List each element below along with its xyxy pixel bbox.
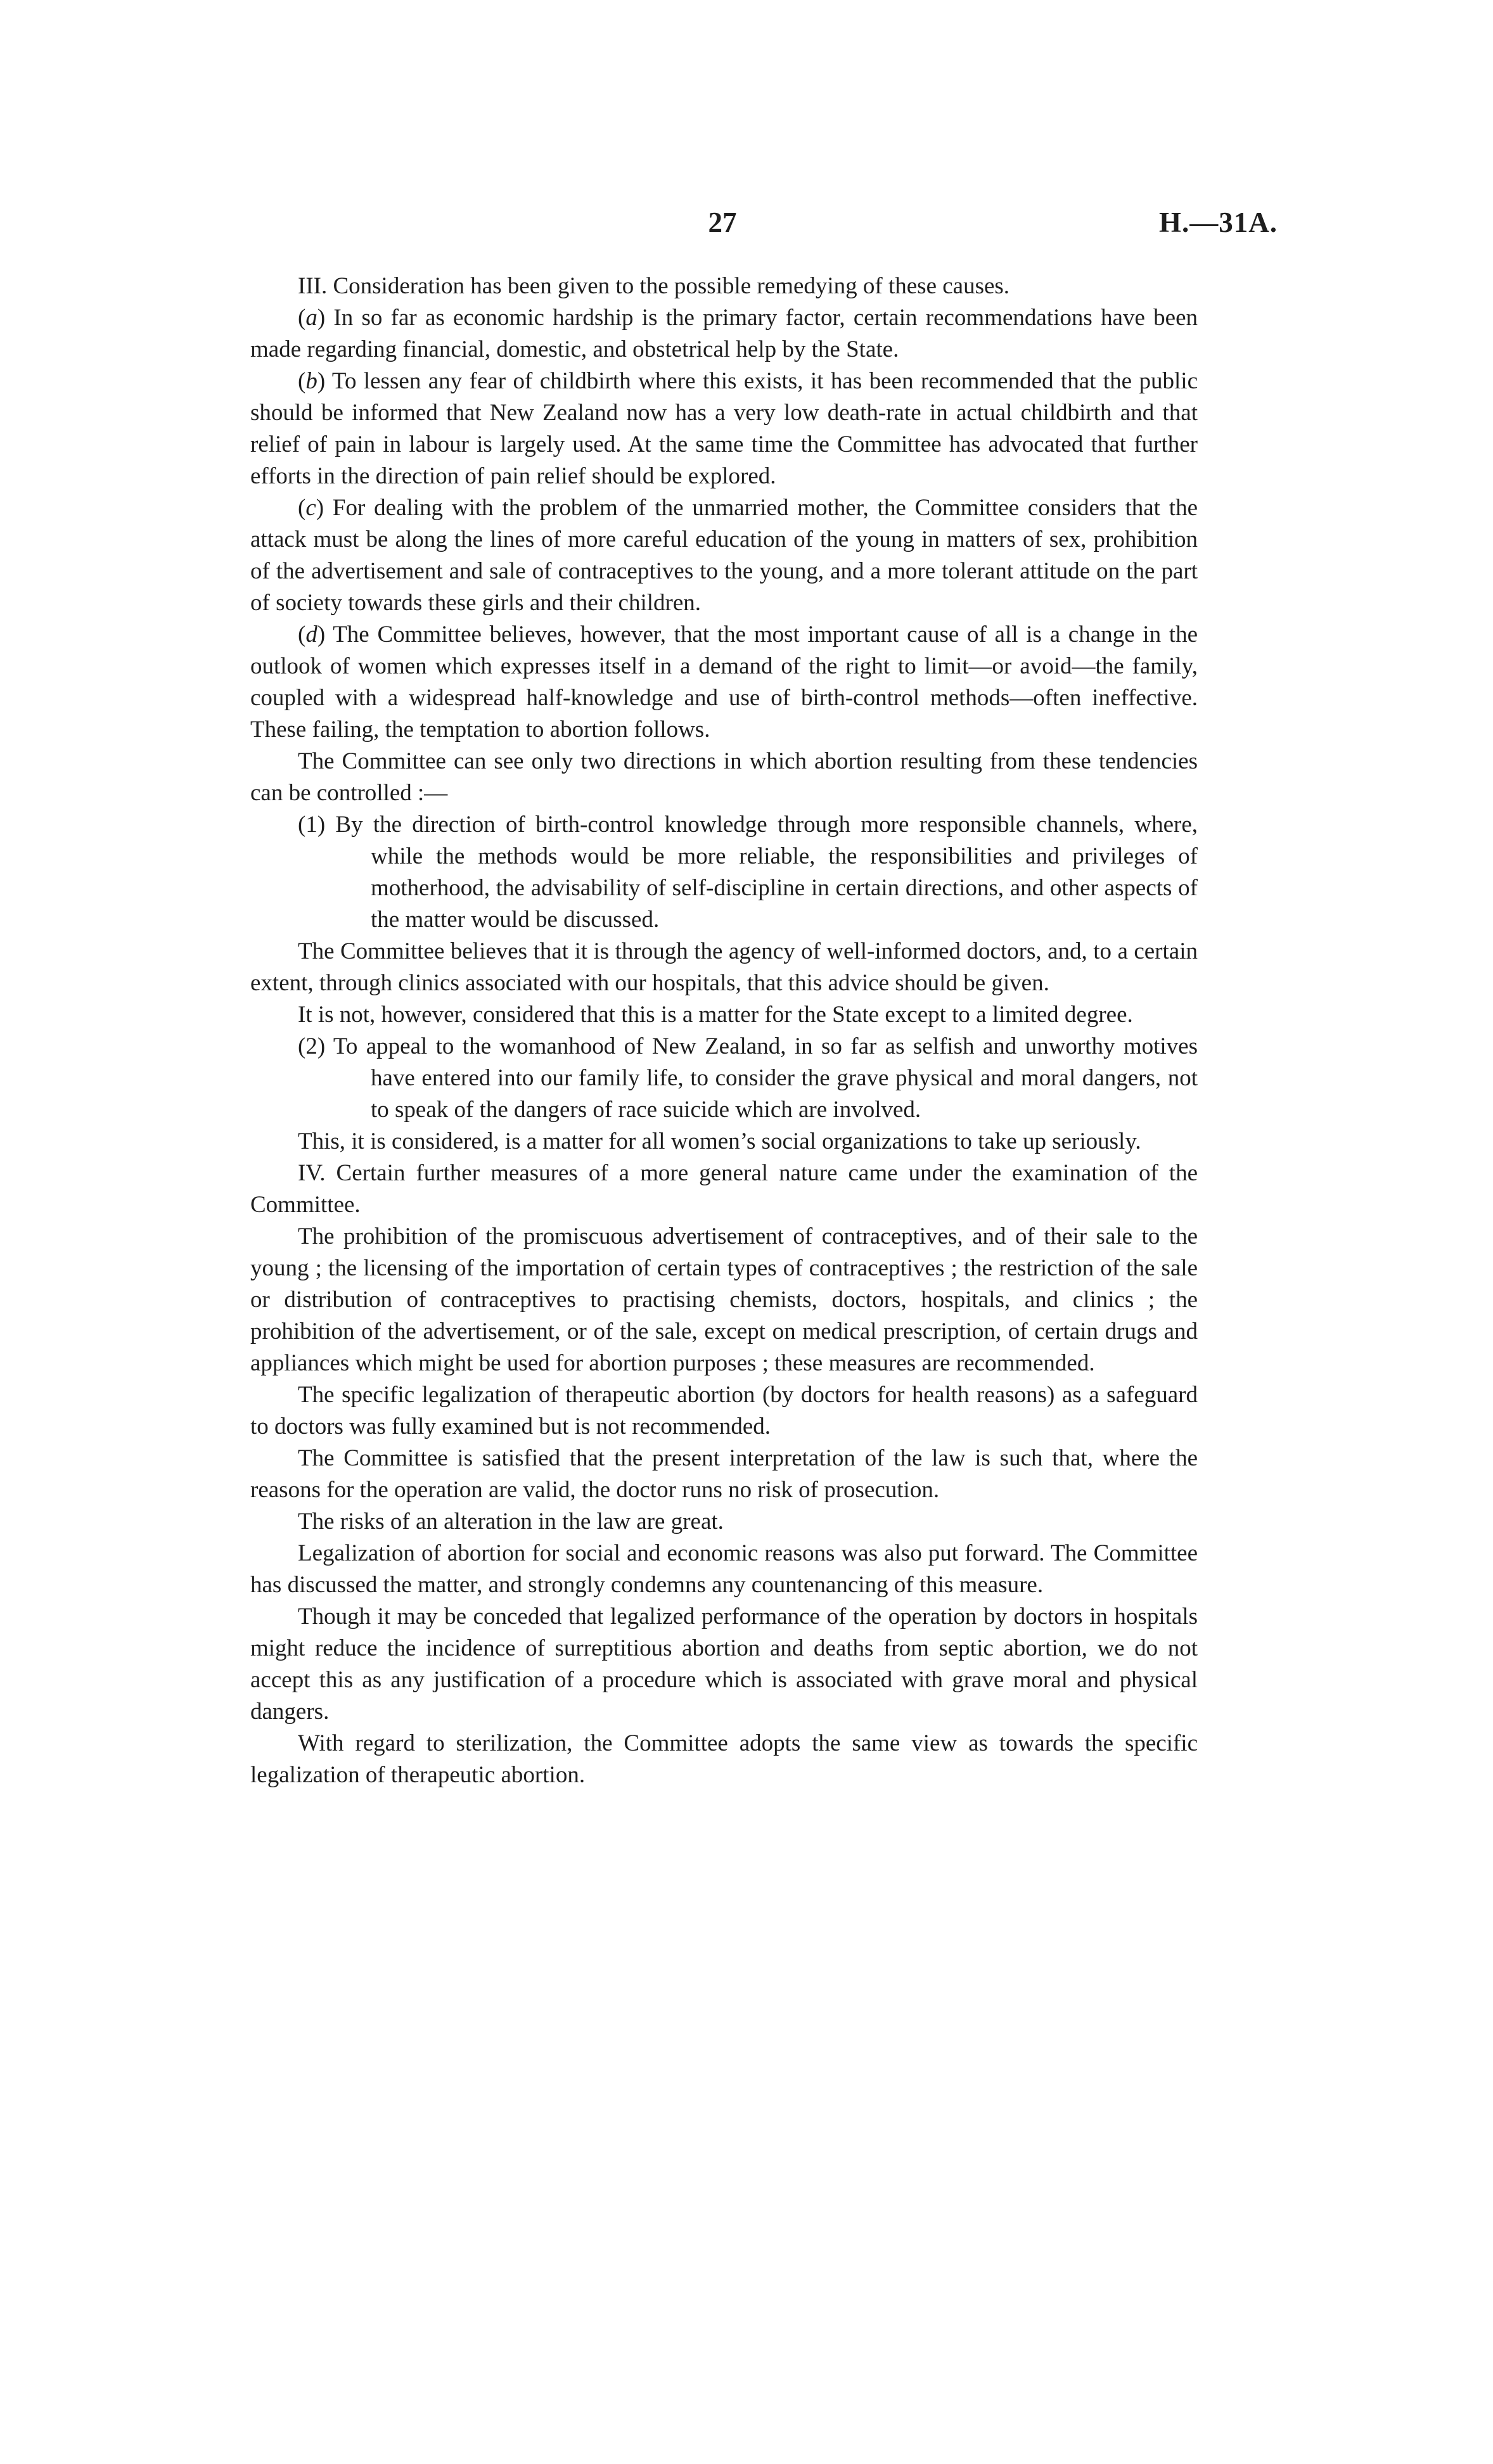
paragraph <box>250 492 1198 619</box>
paragraph-text: (2) To appeal to the womanhood of New Zealand, in so far as selfish and unworthy motives have entered into our family life, to consider the grave physical and moral dangers, not to speak of the dangers of race suicide which are involved. <box>298 1033 1198 1123</box>
paragraph-text: Legalization of abortion for social and economic reasons was also put forward. The Committee has discussed the matter, and strongly condemns any countenancing of this measure. <box>250 1540 1198 1598</box>
document-reference: H.—31A. <box>1159 207 1278 238</box>
paragraph <box>250 1601 1198 1728</box>
paragraph-lead: ( <box>298 368 306 394</box>
paragraph <box>250 1443 1198 1506</box>
paragraph <box>250 999 1198 1031</box>
paragraph-text: The prohibition of the promiscuous advertisement of contraceptives, and of their sale to the young ; the licensing of the importation of certain types of contraceptives ; the restriction of the sale or distribution of contraceptives to practising chemists, doctors, hospitals, and clinics ; the prohibition of the advertisement, or of the sale, except on medical prescription, of certain drugs and appliances which might be used for abortion purposes ; these measures are recommended. <box>250 1223 1198 1376</box>
paragraph <box>250 366 1198 492</box>
paragraph <box>250 302 1198 366</box>
paragraph-text: The Committee is satisfied that the present interpretation of the law is such that, where the reasons for the operation are valid, the doctor runs no risk of prosecution. <box>250 1445 1198 1503</box>
numbered-item <box>250 1031 1198 1126</box>
paragraph <box>250 1538 1198 1601</box>
paragraph-text: ) The Committee believes, however, that the most important cause of all is a change in the outlook of women which expresses itself in a demand of the right to limit—or avoid—the family, coupled with a widespread half-knowledge and use of birth-control methods—often ineffective. These failing, the temptation to abortion follows. <box>250 622 1198 743</box>
paragraph <box>250 1728 1198 1791</box>
paragraph-text: With regard to sterilization, the Committee adopts the same view as towards the specific legalization of therapeutic abortion. <box>250 1730 1198 1788</box>
paragraph <box>250 1506 1198 1538</box>
paragraph-lead: ( <box>298 305 306 331</box>
paragraph-text: It is not, however, considered that this is a matter for the State except to a limited degree. <box>298 1002 1133 1028</box>
paragraph-text: ) In so far as economic hardship is the primary factor, certain recommendations have been made regarding financial, domestic, and obstetrical help by the State. <box>250 305 1198 362</box>
paragraph <box>250 936 1198 999</box>
paragraph-text: The specific legalization of therapeutic abortion (by doctors for health reasons) as a safeguard to doctors was fully examined but is not recommended. <box>250 1382 1198 1439</box>
paragraph <box>250 1158 1198 1221</box>
paragraph-text: (1) By the direction of birth-control knowledge through more responsible channels, where, while the methods would be more reliable, the responsibilities and privileges of motherhood, the advisability of self-discipline in certain directions, and other aspects of the matter would be discussed. <box>298 812 1198 933</box>
paragraph-text: III. Consideration has been given to the possible remedying of these causes. <box>298 273 1010 299</box>
paragraph <box>250 1126 1198 1158</box>
paragraph <box>250 1379 1198 1443</box>
paragraph-marker: d <box>305 622 317 648</box>
paragraph <box>250 746 1198 809</box>
paragraph-lead: ( <box>298 495 306 521</box>
paragraph-text: IV. Certain further measures of a more general nature came under the examination of the Committee. <box>250 1160 1198 1218</box>
paragraph-text: The Committee can see only two directions in which abortion resulting from these tendencies can be controlled :— <box>250 748 1198 806</box>
paragraph <box>250 619 1198 746</box>
paragraph-marker: a <box>305 305 317 331</box>
paragraph-text: The Committee believes that it is through the agency of well-informed doctors, and, to a certain extent, through clinics associated with our hospitals, that this advice should be given. <box>250 938 1198 996</box>
paragraph <box>250 1221 1198 1379</box>
paragraph-text: This, it is considered, is a matter for all women’s social organizations to take up seriously. <box>298 1128 1141 1154</box>
numbered-item <box>250 809 1198 936</box>
paragraph-marker: c <box>305 495 316 521</box>
paragraph-text: ) For dealing with the problem of the unmarried mother, the Committee considers that the attack must be along the lines of more careful education of the young in matters of sex, prohibition of the advertisement and sale of contraceptives to the young, and a more tolerant attitude on the part of society towards these girls and their children. <box>250 495 1198 616</box>
paragraph-marker: b <box>305 368 317 394</box>
paragraph-text: Though it may be conceded that legalized performance of the operation by doctors in hospitals might reduce the incidence of surreptitious abortion and deaths from septic abortion, we do not accept this as any justification of a procedure which is associated with grave moral and physical dangers. <box>250 1604 1198 1725</box>
paragraph <box>250 271 1198 302</box>
paragraph-text: ) To lessen any fear of childbirth where this exists, it has been recommended that the public should be informed that New Zealand now has a very low death-rate in actual childbirth and that relief of pain in labour is largely used. At the same time the Committee has advocated that further efforts in the direction of pain relief should be explored. <box>250 368 1198 489</box>
paragraph-lead: ( <box>298 622 306 648</box>
paragraph-text: The risks of an alteration in the law are great. <box>298 1509 724 1535</box>
page-number: 27 <box>708 207 737 238</box>
body-text <box>250 271 1198 1791</box>
